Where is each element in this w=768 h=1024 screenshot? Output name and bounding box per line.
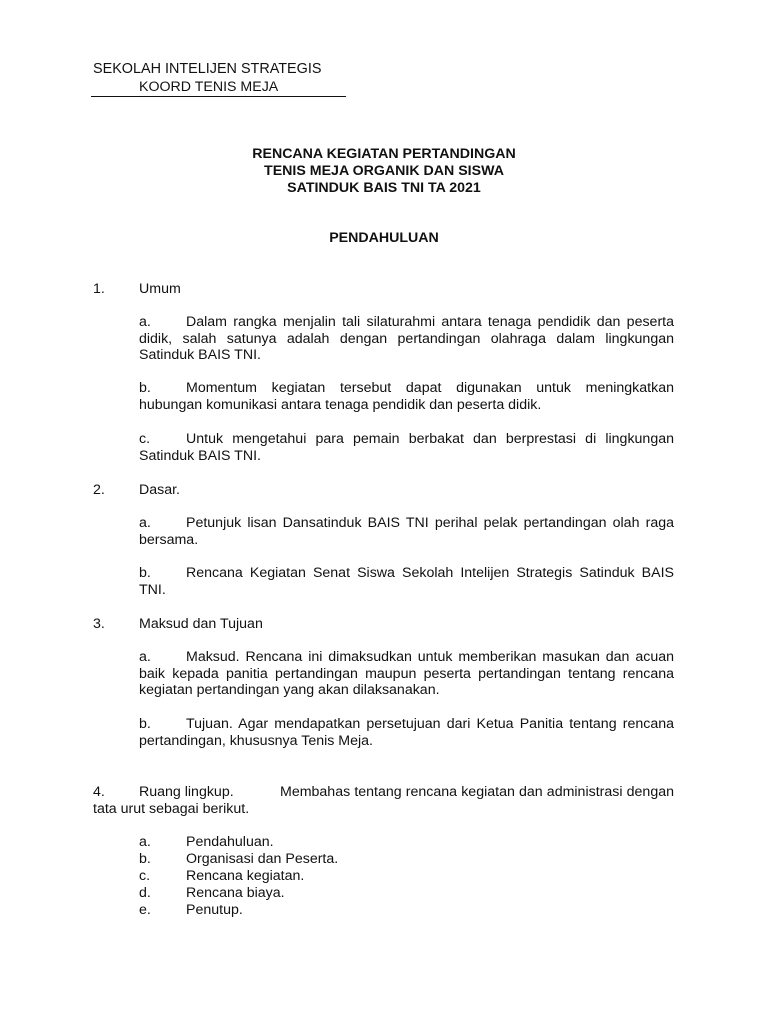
header-school-name: SEKOLAH INTELIJEN STRATEGIS [93,61,322,77]
title-line-2: TENIS MEJA ORGANIK DAN SISWA [264,163,504,179]
section-4-number: 4. [93,784,105,800]
paragraph-letter: b. [139,565,151,581]
section-1-label: Umum [139,281,181,297]
list-text: Penutup. [186,902,243,918]
list-item [139,834,274,851]
header-koord-text: KOORD TENIS MEJA [139,79,279,95]
section-3-number: 3. [93,616,105,632]
section-heading: PENDAHULUAN [329,230,439,246]
section-4-text: Membahas tentang rencana kegiatan dan administrasi dengan tata urut sebagai berikut. [93,784,674,817]
section-2-label: Dasar. [139,482,181,498]
list-text: Rencana kegiatan. [186,868,305,884]
list-text: Organisasi dan Peserta. [186,851,339,867]
paragraph-text: Momentum kegiatan tersebut dapat digunakan untuk meningkatkan hubungan komunikasi antara tenaga pendidik dan peserta didik. [139,380,674,413]
list-letter: c. [139,868,151,884]
list-item [139,851,338,868]
list-item [139,902,243,919]
title-line-1: RENCANA KEGIATAN PERTANDINGAN [252,146,516,162]
section-1-number: 1. [93,281,105,297]
list-item [139,885,285,902]
list-text: Rencana biaya. [186,885,285,901]
paragraph-3a [139,649,674,699]
paragraph-letter: a. [139,314,151,330]
section-4-label: Ruang lingkup. [139,784,234,800]
paragraph-1c [139,431,674,464]
paragraph-2b [139,565,674,598]
paragraph-4 [93,784,674,817]
section-2-number: 2. [93,482,105,498]
paragraph-letter: a. [139,515,151,531]
paragraph-text: Petunjuk lisan Dansatinduk BAIS TNI perihal pelak pertandingan olah raga bersama. [139,515,674,548]
section-3-label: Maksud dan Tujuan [139,616,263,632]
paragraph-1a [139,314,674,364]
header-koord [91,79,346,97]
list-text: Pendahuluan. [186,834,274,850]
list-letter: d. [139,885,151,901]
paragraph-text: Maksud. Rencana ini dimaksudkan untuk memberikan masukan dan acuan baik kepada panitia pertandingan maupun peserta pertandingan tentang rencana kegiatan pertandingan yang akan dilaksanakan. [139,649,674,698]
title-line-3: SATINDUK BAIS TNI TA 2021 [287,180,481,196]
paragraph-2a [139,515,674,548]
paragraph-text: Rencana Kegiatan Senat Siswa Sekolah Intelijen Strategis Satinduk BAIS TNI. [139,565,674,598]
list-item [139,868,304,885]
paragraph-letter: a. [139,649,151,665]
paragraph-1b [139,380,674,413]
paragraph-text: Dalam rangka menjalin tali silaturahmi antara tenaga pendidik dan peserta didik, salah satunya adalah dengan pertandingan olahraga dalam lingkungan Satinduk BAIS TNI. [139,314,674,363]
list-letter: a. [139,834,151,850]
paragraph-3b [139,716,674,749]
list-letter: e. [139,902,151,918]
paragraph-letter: b. [139,380,151,396]
paragraph-text: Tujuan. Agar mendapatkan persetujuan dari Ketua Panitia tentang rencana pertandingan, khususnya Tenis Meja. [139,716,674,749]
paragraph-text: Untuk mengetahui para pemain berbakat dan berprestasi di lingkungan Satinduk BAIS TNI. [139,431,674,464]
paragraph-letter: c. [139,431,151,447]
paragraph-letter: b. [139,716,151,732]
list-letter: b. [139,851,151,867]
